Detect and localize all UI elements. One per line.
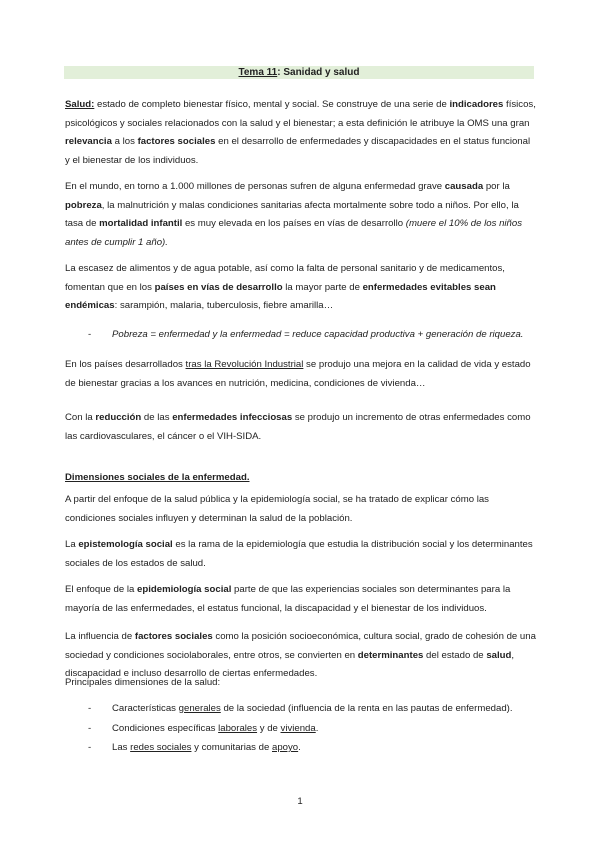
text-run: El enfoque de la [65, 584, 138, 595]
text-run: Salud: [65, 99, 95, 110]
text-run: salud [486, 649, 512, 661]
text-run: factores sociales [134, 631, 213, 642]
text-run: Con la [65, 412, 96, 423]
text-run: estado de completo bienestar físico, mental y social. Se construye de una serie de [94, 99, 450, 110]
text-run: es muy elevada en los países en vías de desarrollo [182, 218, 406, 230]
text-run: de la sociedad (influencia de la renta en las pautas de enfermedad). [220, 703, 513, 714]
bullet-general [88, 700, 538, 719]
bullet-dash: - [88, 329, 92, 340]
text-run: La escasez de alimentos y de agua potable, así como la falta de personal sanitario y de medicamentos, fomentan que en los [65, 263, 505, 293]
bullet-labor-housing [88, 720, 538, 739]
text-run: se produjo una mejora en la calidad de vida y estado de bienestar gracias a los avances en nutrición, medicina, condiciones de vivienda… [65, 359, 531, 389]
paragraph-social-epidemiology [65, 581, 537, 618]
paragraph-salud-definition [65, 96, 537, 171]
text-run: epistemología social [78, 539, 173, 550]
text-run: Principales dimensiones de la salud: [65, 677, 221, 688]
text-run: de las [141, 412, 173, 423]
text-run: vivienda [280, 723, 316, 734]
bullet-text [112, 739, 538, 758]
text-run: es la rama de la epidemiología que estudia la distribución social y los determinantes sociales de los estados de salud. [65, 539, 533, 569]
text-run: En los países desarrollados [65, 359, 186, 370]
paragraph-dimensions-intro [65, 674, 537, 693]
section-heading [65, 469, 537, 488]
text-run: generales [178, 703, 221, 714]
paragraph-poverty-disease [65, 178, 537, 253]
text-run: Características [112, 703, 179, 714]
text-run: y de [257, 723, 281, 734]
text-run: factores sociales [137, 136, 216, 148]
text-run: del estado de [423, 649, 487, 661]
text-run: laborales [218, 723, 258, 734]
text-run: la mayor parte de [282, 281, 363, 293]
text-run: apoyo [272, 742, 299, 753]
bullet-text [112, 326, 538, 345]
text-run: Pobreza = enfermedad y la enfermedad = reduce capacidad productiva + generación de riqueza. [112, 329, 524, 340]
paragraph-public-health [65, 491, 537, 528]
text-run: La [65, 539, 79, 550]
text-run: causada [444, 181, 484, 192]
page-number: 1 [297, 796, 303, 807]
text-run: A partir del enfoque de la salud pública y la epidemiología social, se ha tratado de explicar cómo las condiciones sociales influyen y determinan la salud de la población. [65, 494, 489, 524]
text-run: tras la Revolución Industrial [185, 359, 304, 370]
text-run: Dimensiones sociales de la enfermedad. [65, 472, 250, 483]
text-run: Las [112, 742, 131, 753]
bullet-text [112, 700, 538, 719]
text-run: a los [111, 136, 138, 148]
text-run: mortalidad infantil [99, 218, 183, 230]
text-run: pobreza [65, 199, 102, 211]
text-run: y comunitarias de [191, 742, 272, 753]
title-topic: Tema 11 [238, 67, 278, 78]
text-run: parte de que las experiencias sociales son determinantes para la mayoría de las enfermedades, el estatus funcional, la discapacidad y el bienestar de los individuos. [65, 584, 511, 614]
text-run: físicos, psicológicos y sociales relacionados con la salud y el bienestar; a esta definición le atribuye la OMS una gran [65, 99, 536, 129]
text-run: (muere el 10% de los niños antes de cumplir 1 año). [65, 218, 523, 249]
text-run: . [315, 723, 319, 734]
paragraph-developing-countries [65, 260, 537, 316]
text-run: relevancia [65, 136, 112, 148]
title-subject: : Sanidad y salud [277, 67, 360, 78]
text-run: países en vías de desarrollo [154, 281, 283, 293]
text-run: La influencia de [65, 631, 135, 642]
text-run: Condiciones específicas [112, 723, 219, 734]
bullet-poverty [88, 326, 538, 345]
text-run: redes sociales [130, 742, 192, 753]
bullet-dash: - [88, 742, 92, 753]
text-run: , la malnutrición y malas condiciones sanitarias afecta mortalmente sobre todo a niños. Por ello, la tasa de [65, 199, 519, 230]
text-run: enfermedades infecciosas [172, 412, 293, 423]
paragraph-social-epistemology [65, 536, 537, 573]
document-title [64, 66, 534, 79]
text-run: como la posición socioeconómica, cultura social, grado de cohesión de una sociedad y condiciones sociolaborales, entre otros, se convierten en [65, 631, 536, 661]
text-run: por la [483, 181, 510, 192]
text-run: En el mundo, en torno a 1.000 millones de personas sufren de alguna enfermedad grave [65, 181, 445, 192]
text-run: se produjo un incremento de otras enfermedades como las cardiovasculares, el cáncer o el VIH-SIDA. [65, 412, 531, 442]
paragraph-industrial-revolution [65, 356, 537, 393]
paragraph-infectious-diseases [65, 409, 537, 446]
text-run: . [298, 742, 301, 753]
text-run: enfermedades evitables sean endémicas [65, 281, 496, 312]
text-run: en el desarrollo de enfermedades y discapacidades en el status funcional y el bienestar de los individuos. [65, 136, 531, 167]
text-run: , discapacidad e incluso desarrollo de ciertas enfermedades. [65, 649, 515, 680]
bullet-social-networks [88, 739, 538, 758]
bullet-dash: - [88, 723, 92, 734]
text-run: : sarampión, malaria, tuberculosis, fiebre amarilla… [114, 300, 334, 312]
bullet-dash: - [88, 703, 92, 714]
text-run: reducción [95, 412, 142, 423]
text-run: epidemiología social [137, 584, 232, 595]
bullet-text [112, 720, 538, 739]
text-run: determinantes [357, 649, 424, 661]
text-run: indicadores [449, 99, 504, 110]
